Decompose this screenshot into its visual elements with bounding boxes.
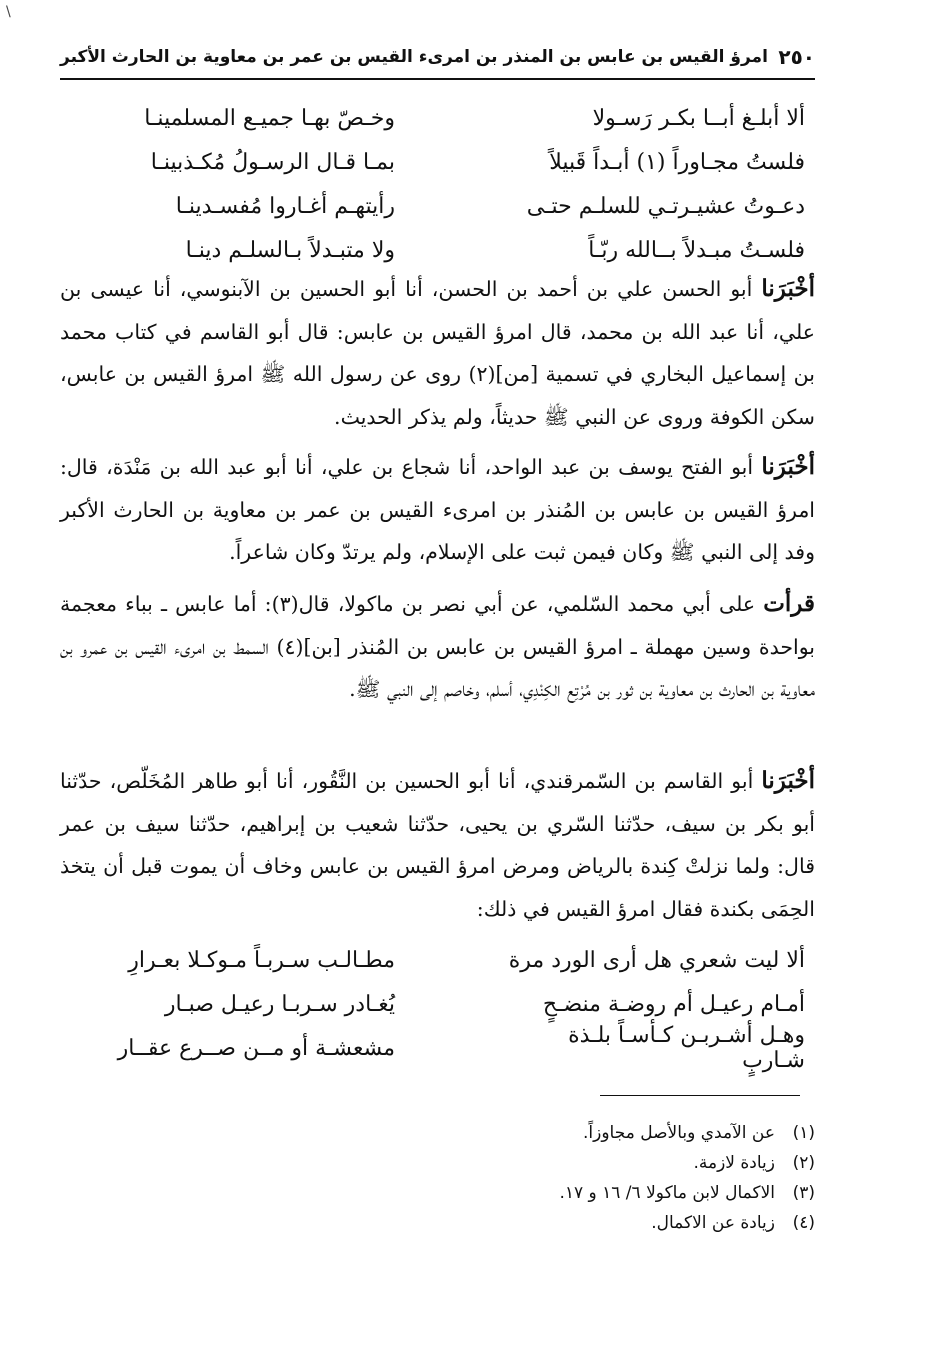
verse-hemistich-first: فلسـتُ مبـدلاً بــالله ربّـاً	[588, 237, 805, 263]
footnote-text: زيادة عن الاكمال.	[651, 1213, 775, 1233]
paragraph-lead-word: أخْبَرَنا	[761, 767, 815, 794]
footnote-text: عن الآمدي وبالأصل مجاوزاً.	[583, 1123, 775, 1143]
running-title: امرؤ القيس بن عابس بن المنذر بن امرىء القيس بن عمر بن معاوية بن الحارث الأكبر	[60, 47, 768, 67]
paragraph-4	[60, 760, 815, 930]
verse-hemistich-first: دعـوتُ عشيـرتـي للسلـم حتـى	[526, 193, 805, 219]
verse-line	[60, 96, 815, 140]
paragraph-lead-word: أخْبَرَنا	[761, 275, 815, 302]
paragraph-text: أبو القاسم بن السّمرقندي، أنا أبو الحسين بن النَّقُور، أنا أبو طاهر المُخَلّص، حدّثنا أبو بكر بن سيف، حدّثنا السّري بن يحيى، حدّثنا شعيب بن إبراهيم، حدّثنا سيف بن عمر قال: ولما نزلتْ كِندة بالرياض ومرض امرؤ القيس بن عابس وخاف أن يموت قبل أن يتخذ الحِمَى بكندة فقال امرؤ القيس في ذلك:	[60, 769, 815, 921]
poem-2	[60, 938, 815, 1073]
poem-1	[60, 96, 815, 272]
verse-hemistich-second: وخـصّ بهـا جميـع المسلمينـا	[144, 105, 395, 131]
verse-line	[60, 228, 815, 272]
footnote-number: (١)	[792, 1123, 815, 1143]
footnote	[60, 1208, 815, 1238]
book-page	[60, 30, 815, 1330]
verse-line	[60, 184, 815, 228]
paragraph-text: على أبي محمد السّلمي، عن أبي نصر بن ماكولا، قال(٣): أما عابس ـ بباء معجمة بواحدة وسين مهملة ـ امرؤ القيس بن عابس بن المُنذر [بن](٤) السمط بن امرىء القيس بن عمرو بن معاوية بن الحارث بن معاوية بن ثور بن مُرْتِع الكِنْدِي، أسلم، وخاصم إلى النبي ﷺ.	[60, 592, 815, 701]
verse-line	[60, 140, 815, 184]
footnote	[60, 1178, 815, 1208]
paragraph-lead-word: أخْبَرَنا	[761, 453, 815, 480]
verse-hemistich-first: ألا أبلـغ أبــا بكـر رَسـولا	[592, 105, 805, 131]
paragraph-1	[60, 268, 815, 438]
verse-hemistich-second: بمـا قـال الرسـولُ مُكـذبينـا	[150, 149, 395, 175]
paragraph-2	[60, 446, 815, 574]
paragraph-text: أبو الفتح يوسف بن عبد الواحد، أنا شجاع بن علي، أنا أبو عبد الله بن مَنْدَة، قال: امرؤ القيس بن عابس بن المُنذر بن امرىء القيس بن عمر بن معاوية بن الحارث الأكبر وفد إلى النبي ﷺ وكان فيمن ثبت على الإسلام، ولم يرتدّ وكان شاعراً.	[60, 455, 815, 564]
footnotes	[60, 1118, 815, 1238]
verse-line	[60, 1023, 815, 1073]
paragraph-text: أبو الحسن علي بن أحمد بن الحسن، أنا أبو الحسين بن الآبنوسي، أنا عيسى بن علي، أنا عبد الله بن محمد، قال امرؤ القيس بن عابس: قال أبو القاسم في كتاب محمد بن إسماعيل البخاري في تسمية [من](٢) روى عن رسول الله ﷺ امرؤ القيس بن عابس، سكن الكوفة وروى عن النبي ﷺ حديثاً، ولم يذكر الحديث.	[60, 277, 815, 429]
verse-hemistich-first: ألا ليت شعري هل أرى الورد مرة	[508, 947, 805, 973]
footnote-number: (٢)	[792, 1153, 815, 1173]
verse-hemistich-second: مطـالـب سـربـاً مـوكـلا بعـرارِ	[128, 947, 395, 973]
footnote-number: (٤)	[792, 1213, 815, 1233]
verse-hemistich-second: رأيتهـم أغـاروا مُفسـدينـا	[175, 193, 395, 219]
footnote-text: الاكمال لابن ماكولا ٦/ ١٦ و ١٧.	[559, 1183, 775, 1203]
verse-hemistich-second: ولا متبـدلاً بـالسلـم دينـا	[185, 237, 395, 263]
verse-line	[60, 982, 815, 1026]
page-header	[60, 40, 815, 74]
verse-hemistich-first: أمـام رعيـل أم روضـة منضـحٍ	[542, 991, 805, 1017]
footnote-text: زيادة لازمة.	[693, 1153, 775, 1173]
footnote	[60, 1118, 815, 1148]
footnote	[60, 1148, 815, 1178]
page-number: ٢٥٠	[778, 45, 815, 69]
verse-line	[60, 938, 815, 982]
header-rule	[60, 78, 815, 80]
corner-mark: \	[6, 4, 11, 20]
footnote-number: (٣)	[792, 1183, 815, 1203]
paragraph-3	[60, 583, 815, 711]
verse-hemistich-first: وهـل أشـربـن كـأسـاً بلـذة شـاربٍ	[568, 1023, 805, 1073]
verse-hemistich-second: يُغـادر سـربـا رعيـل صبـار	[164, 991, 395, 1017]
verse-hemistich-second: مشعشـة أو مــن صــرع عقــار	[117, 1035, 395, 1061]
paragraph-lead-word: قرأت	[763, 590, 815, 617]
verse-hemistich-first: فلستُ مجـاوراً (١) أبـداً قَبيلاً	[549, 149, 805, 175]
footnote-rule	[600, 1095, 800, 1096]
